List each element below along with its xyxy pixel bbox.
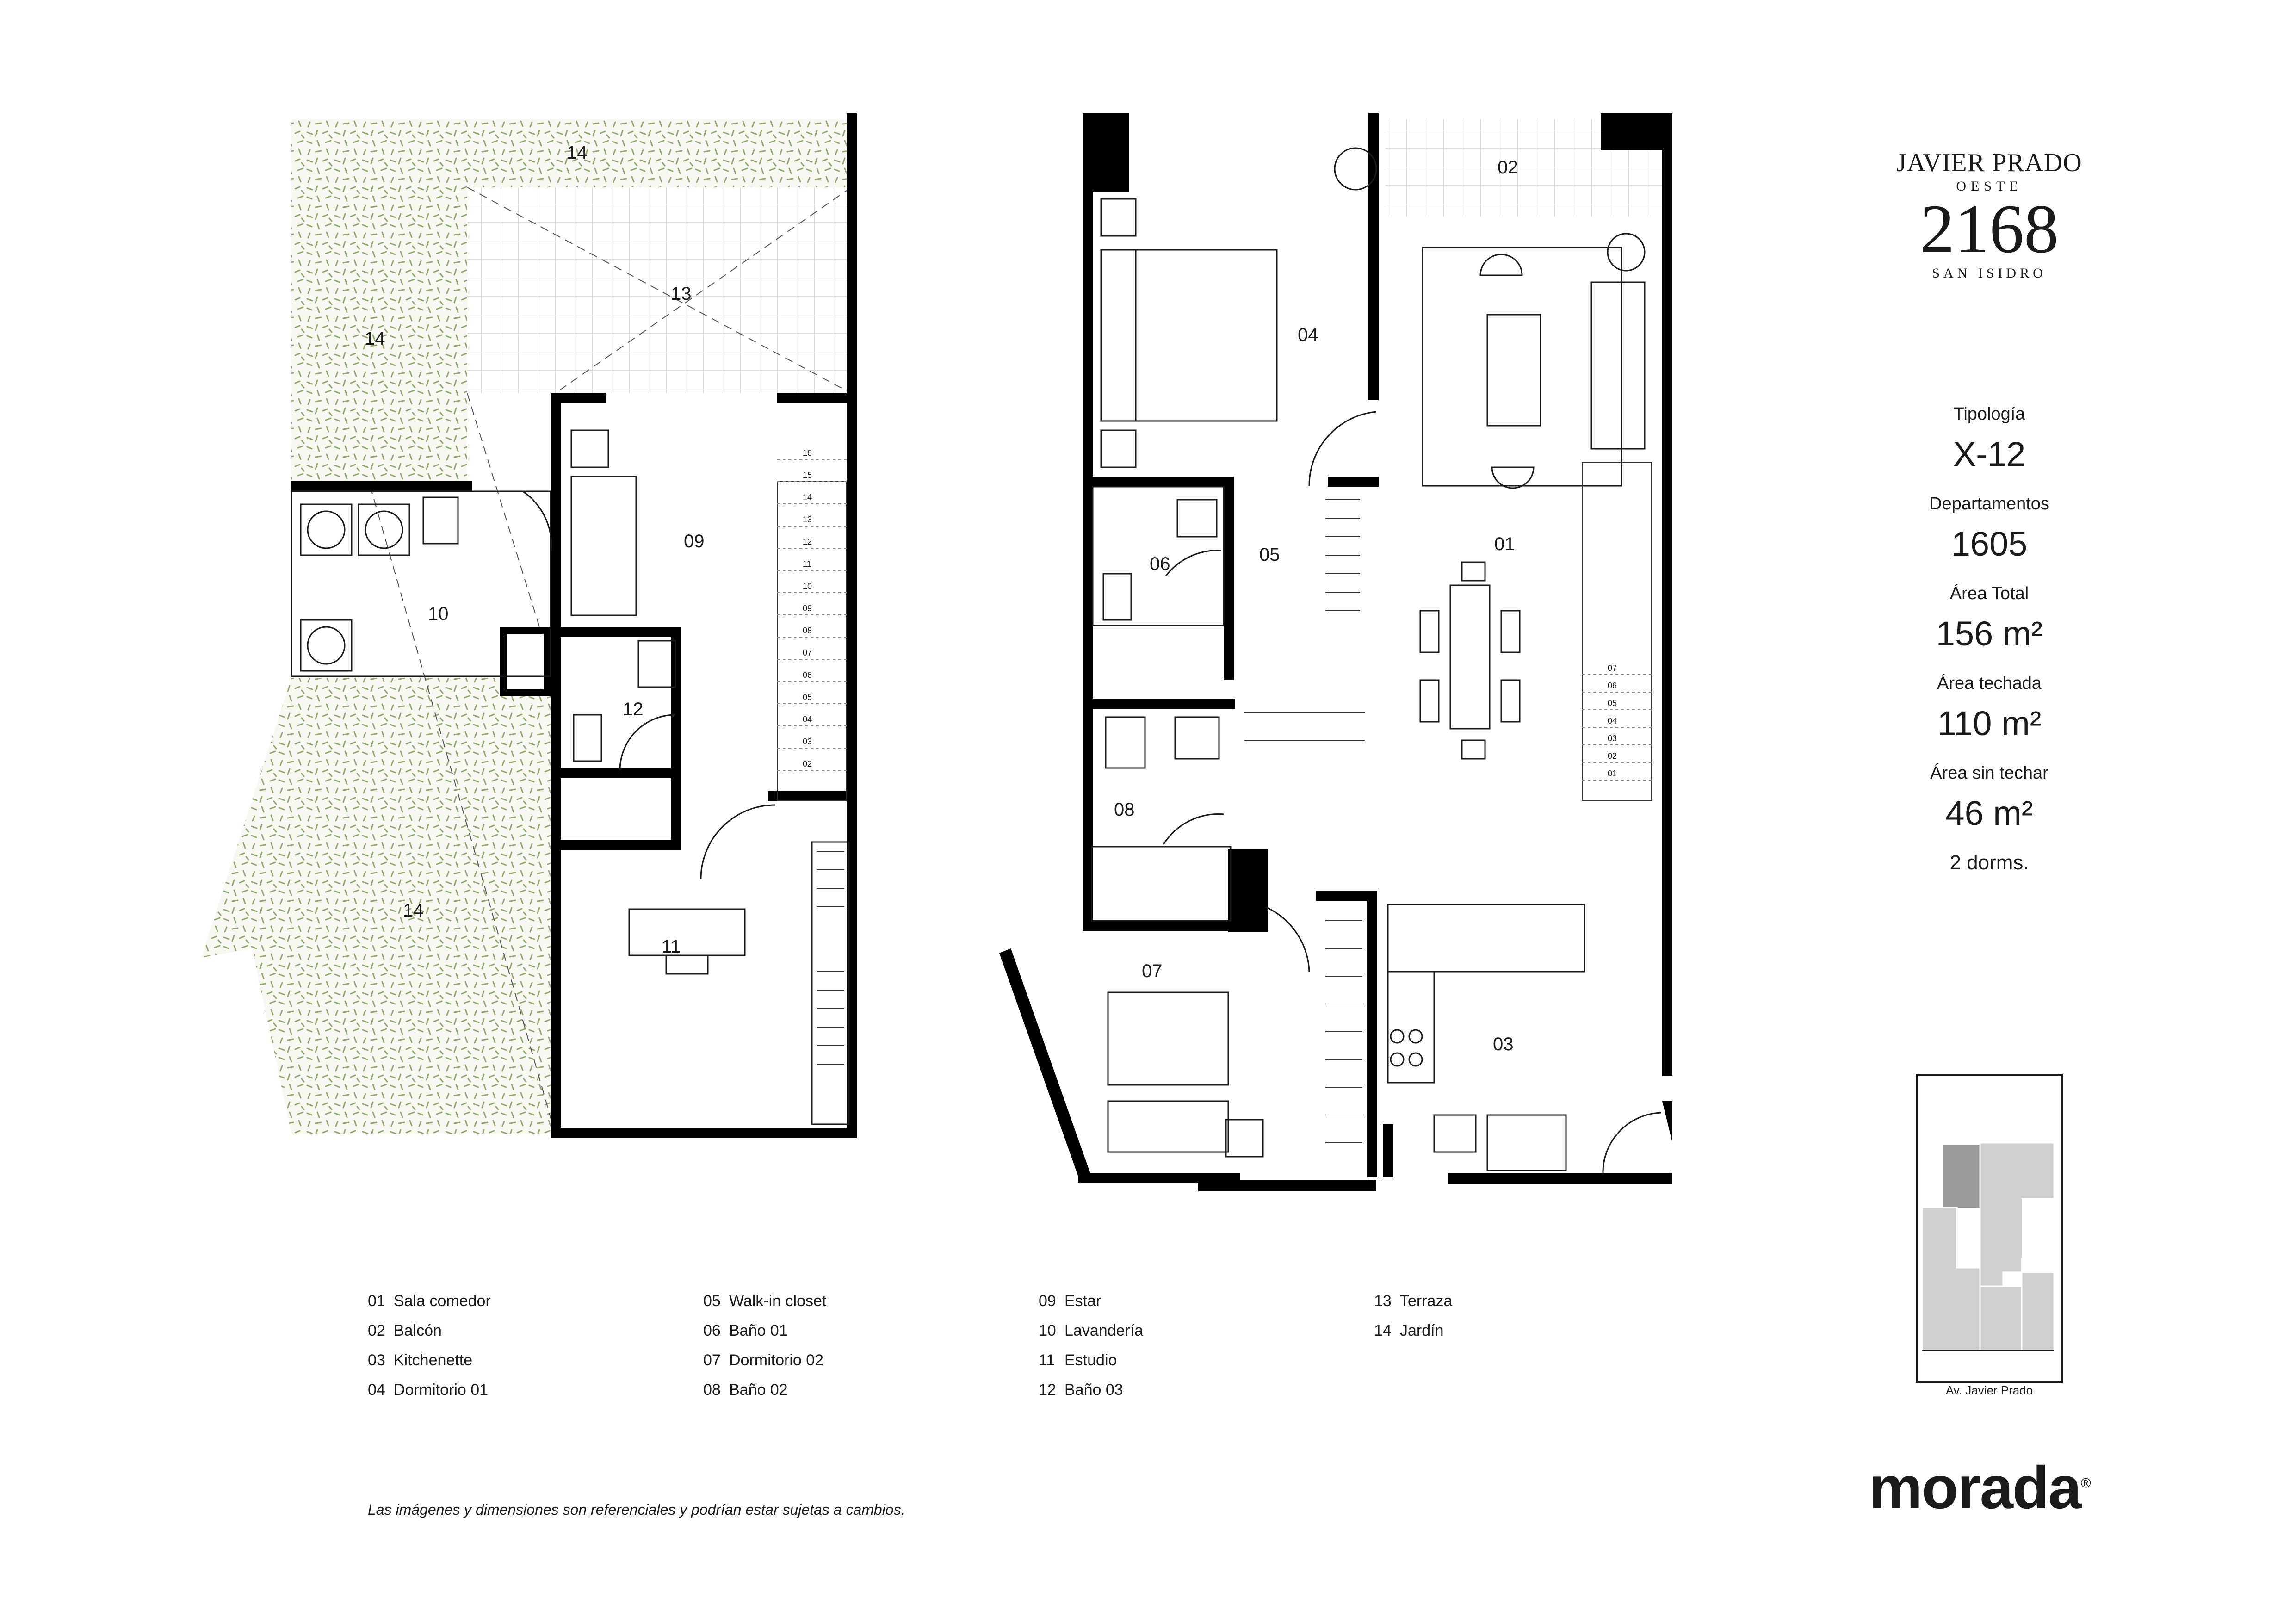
room-label-06: 06	[1150, 554, 1170, 574]
legend-item-number: 04	[368, 1381, 385, 1399]
room-label-14-top: 14	[567, 142, 588, 163]
legend-item	[1039, 1286, 1143, 1316]
staircase-upper	[777, 481, 847, 800]
stair-step-number: 05	[1608, 699, 1617, 708]
stair-step-number: 07	[1608, 663, 1617, 673]
legend-item	[1039, 1375, 1143, 1405]
legend-item-name: Lavandería	[1064, 1322, 1144, 1339]
room-label-09: 09	[684, 531, 705, 551]
legend-item-number: 09	[1039, 1292, 1056, 1310]
legend-item	[1039, 1345, 1143, 1375]
key-plan-unit-highlight	[1943, 1145, 1980, 1208]
legend-column-3	[1039, 1286, 1143, 1405]
logo-text: morada	[1869, 1454, 2081, 1521]
room-label-03: 03	[1493, 1034, 1514, 1054]
room-label-08: 08	[1114, 799, 1135, 820]
legend-item-number: 13	[1374, 1292, 1392, 1310]
stair-step-number: 11	[803, 559, 811, 569]
area-total-value: 156 m²	[1936, 614, 2043, 653]
staircase-steps-lower	[1582, 663, 1652, 780]
stair-step-number: 12	[803, 537, 812, 546]
legend-item	[368, 1375, 491, 1405]
room-label-10: 10	[428, 604, 449, 624]
area-techada-value: 110 m²	[1937, 704, 2042, 743]
departamentos-label: Departamentos	[1929, 494, 2049, 514]
project-brand	[1850, 148, 2128, 281]
key-plan-caption: Av. Javier Prado	[1945, 1383, 2033, 1397]
upper-level-plan	[201, 113, 857, 1138]
stair-step-number: 13	[803, 515, 812, 524]
brand-line-2: OESTE	[1956, 179, 2023, 194]
stair-step-number: 05	[803, 693, 812, 702]
legend-item	[703, 1345, 826, 1375]
legend-column-4	[1374, 1286, 1452, 1345]
legend-item-number: 05	[703, 1292, 721, 1310]
legend-item	[368, 1316, 491, 1345]
legend-item-number: 02	[368, 1322, 385, 1339]
stair-step-number: 04	[803, 715, 812, 724]
dorms-count: 2 dorms.	[1949, 851, 2029, 874]
legend-item-name: Sala comedor	[394, 1292, 491, 1310]
room-label-11: 11	[662, 936, 681, 957]
area-total-label: Área Total	[1949, 584, 2029, 603]
legend-item-name: Estar	[1064, 1292, 1102, 1310]
room-label-14-left: 14	[365, 328, 385, 349]
legend-item-name: Baño 02	[729, 1381, 788, 1399]
room-label-02: 02	[1498, 157, 1518, 178]
registered-mark: ®	[2080, 1475, 2090, 1491]
legend-item	[368, 1286, 491, 1316]
tipologia-label: Tipología	[1953, 404, 2025, 424]
legend-item-number: 01	[368, 1292, 385, 1310]
stair-step-number: 04	[1608, 716, 1617, 725]
room-label-14-bottom: 14	[403, 900, 424, 921]
stair-step-number: 09	[803, 604, 812, 613]
stair-step-number: 01	[1608, 769, 1617, 778]
brand-line-1: JAVIER PRADO	[1896, 149, 2082, 177]
room-label-07: 07	[1142, 961, 1163, 981]
stair-step-number: 16	[803, 448, 812, 458]
legend-item	[368, 1345, 491, 1375]
legend-item-name: Baño 01	[729, 1322, 788, 1339]
stair-step-number: 15	[803, 471, 812, 480]
legend-item-name: Dormitorio 01	[394, 1381, 489, 1399]
disclaimer-text: Las imágenes y dimensiones son referenciales y podrían estar sujetas a cambios.	[368, 1501, 905, 1518]
stair-step-number: 07	[803, 648, 812, 657]
stair-step-number: 03	[1608, 734, 1617, 743]
legend-item-name: Dormitorio 02	[729, 1351, 824, 1369]
lower-level-plan	[999, 113, 1672, 1191]
key-plan	[1915, 1073, 2063, 1383]
legend-item-name: Estudio	[1064, 1351, 1117, 1369]
stair-step-number: 03	[803, 737, 812, 746]
legend-item-name: Jardín	[1400, 1322, 1444, 1339]
stair-step-number: 02	[803, 759, 812, 768]
area-techada-label: Área techada	[1937, 674, 2042, 693]
brand-number: 2168	[1920, 191, 2059, 267]
legend-item	[703, 1316, 826, 1345]
terrace-floor	[467, 187, 851, 393]
room-label-04: 04	[1298, 325, 1318, 345]
legend-item-number: 08	[703, 1381, 721, 1399]
legend-item-name: Terraza	[1400, 1292, 1453, 1310]
stair-step-number: 06	[803, 670, 812, 680]
staircase-steps-upper	[777, 448, 847, 770]
legend-item-number: 07	[703, 1351, 721, 1369]
legend-item-number: 10	[1039, 1322, 1056, 1339]
legend-item	[703, 1286, 826, 1316]
legend-item	[703, 1375, 826, 1405]
stair-step-number: 02	[1608, 751, 1617, 761]
legend-item	[1374, 1286, 1452, 1316]
legend-column-2	[703, 1286, 826, 1405]
stair-step-number: 10	[803, 582, 812, 591]
legend-item-name: Walk-in closet	[729, 1292, 827, 1310]
brand-district: SAN ISIDRO	[1932, 266, 2047, 281]
legend-item-number: 12	[1039, 1381, 1056, 1399]
departamentos-value: 1605	[1951, 525, 2028, 563]
stair-step-number: 06	[1608, 681, 1617, 690]
legend-item-name: Baño 03	[1064, 1381, 1123, 1399]
legend-item-name: Kitchenette	[394, 1351, 473, 1369]
room-label-05: 05	[1259, 545, 1280, 565]
area-sin-techar-value: 46 m²	[1945, 794, 2033, 832]
room-label-01: 01	[1494, 534, 1515, 554]
legend-item-number: 03	[368, 1351, 385, 1369]
stair-step-number: 14	[803, 493, 812, 502]
morada-logo	[1869, 1453, 2090, 1522]
area-sin-techar-label: Área sin techar	[1930, 763, 2048, 783]
legend-item-number: 06	[703, 1322, 721, 1339]
unit-info	[1850, 384, 2128, 874]
legend-item-name: Balcón	[394, 1322, 442, 1339]
room-label-13: 13	[671, 284, 692, 304]
legend-item	[1374, 1316, 1452, 1345]
room-label-12: 12	[623, 699, 644, 719]
legend-item-number: 14	[1374, 1322, 1392, 1339]
legend-item-number: 11	[1039, 1351, 1055, 1369]
legend-item	[1039, 1316, 1143, 1345]
stair-step-number: 08	[803, 626, 812, 635]
tipologia-value: X-12	[1953, 435, 2026, 473]
legend-column-1	[368, 1286, 491, 1405]
garden-area-bottom	[201, 678, 555, 1134]
